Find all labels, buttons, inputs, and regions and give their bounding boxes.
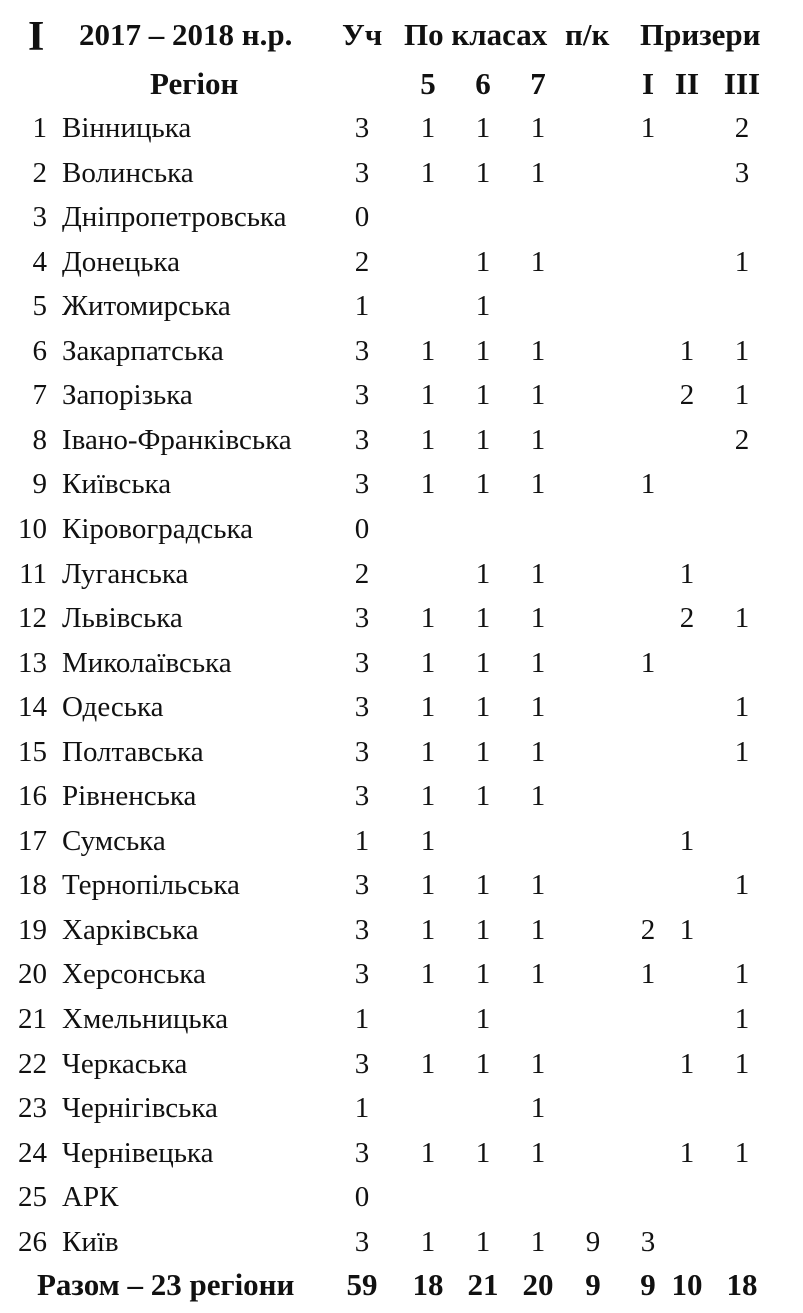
grade-7-count: 1 (530, 1137, 546, 1169)
participants: 2 (354, 558, 370, 590)
place-1-count: 3 (640, 1226, 656, 1258)
row-number: 23 (18, 1092, 47, 1124)
place-3-count: 1 (734, 736, 750, 768)
region-name: Львівська (62, 602, 183, 634)
grade-7-count: 1 (530, 647, 546, 679)
place-1-count: 1 (640, 468, 656, 500)
grade-6-count: 1 (475, 290, 491, 322)
place-2-count: 1 (679, 335, 695, 367)
place-1-header: I (641, 66, 655, 101)
participants: 1 (354, 1092, 370, 1124)
by-grade-header: По класах (404, 17, 548, 52)
totals-label: Разом – 23 регіони (37, 1267, 295, 1302)
participants: 3 (354, 958, 370, 990)
grade-6-count: 1 (475, 468, 491, 500)
place-3-header: III (723, 66, 761, 101)
place-2-count: 1 (679, 558, 695, 590)
place-3-count: 2 (734, 112, 750, 144)
participants: 3 (354, 869, 370, 901)
grade-5-count: 1 (420, 869, 436, 901)
region-name: Вінницька (62, 112, 192, 144)
grade-7-count: 1 (530, 602, 546, 634)
row-number: 2 (32, 157, 47, 189)
row-number: 10 (18, 513, 47, 545)
row-number: 5 (32, 290, 47, 322)
region-name: Рівненська (62, 780, 197, 812)
row-number: 3 (32, 201, 47, 233)
region-header: Регіон (150, 66, 239, 101)
grade-6-count: 1 (475, 1226, 491, 1258)
row-number: 14 (18, 691, 47, 723)
grade-6-count: 1 (475, 914, 491, 946)
section-numeral: I (28, 14, 45, 60)
participants: 3 (354, 112, 370, 144)
grade-5-count: 1 (420, 468, 436, 500)
place-1-count: 2 (640, 914, 656, 946)
participants: 1 (354, 290, 370, 322)
grade-5-count: 1 (420, 1226, 436, 1258)
participants: 2 (354, 246, 370, 278)
grade-6-count: 1 (475, 958, 491, 990)
participants: 3 (354, 1048, 370, 1080)
grade-6-count: 1 (475, 647, 491, 679)
grade-5-header: 5 (420, 66, 436, 101)
place-2-count: 1 (679, 914, 695, 946)
place-2-count: 2 (679, 602, 695, 634)
grade-6-count: 1 (475, 691, 491, 723)
participants: 3 (354, 691, 370, 723)
region-name: Хмельницька (62, 1003, 229, 1035)
participants: 3 (354, 780, 370, 812)
totals-place-1: 9 (640, 1267, 656, 1302)
participants: 3 (354, 736, 370, 768)
totals-grade-6: 21 (467, 1267, 499, 1302)
place-3-count: 1 (734, 602, 750, 634)
grade-7-header: 7 (530, 66, 546, 101)
row-number: 7 (32, 379, 47, 411)
participants: 1 (354, 1003, 370, 1035)
grade-6-count: 1 (475, 1003, 491, 1035)
place-3-count: 2 (734, 424, 750, 456)
region-name: Київська (62, 468, 172, 500)
totals-place-2: 10 (671, 1267, 703, 1302)
grade-7-count: 1 (530, 1092, 546, 1124)
pk-header: п/к (565, 17, 610, 52)
place-2-header: II (674, 66, 700, 101)
grade-7-count: 1 (530, 691, 546, 723)
participants: 3 (354, 468, 370, 500)
row-number: 26 (18, 1226, 47, 1258)
participants: 0 (354, 513, 370, 545)
grade-7-count: 1 (530, 1226, 546, 1258)
region-name: Чернівецька (62, 1137, 214, 1169)
grade-6-count: 1 (475, 424, 491, 456)
totals-place-3: 18 (726, 1267, 758, 1302)
row-number: 18 (18, 869, 47, 901)
participants: 3 (354, 602, 370, 634)
totals-grade-5: 18 (412, 1267, 444, 1302)
region-name: Херсонська (62, 958, 206, 990)
place-1-count: 1 (640, 112, 656, 144)
grade-5-count: 1 (420, 736, 436, 768)
participants: 3 (354, 1137, 370, 1169)
grade-5-count: 1 (420, 112, 436, 144)
grade-7-count: 1 (530, 112, 546, 144)
region-name: Чернігівська (62, 1092, 218, 1124)
participants-header: Уч (342, 17, 383, 52)
place-3-count: 1 (734, 691, 750, 723)
grade-5-count: 1 (420, 157, 436, 189)
grade-5-count: 1 (420, 1137, 436, 1169)
grade-7-count: 1 (530, 379, 546, 411)
region-name: Черкаська (62, 1048, 188, 1080)
grade-6-count: 1 (475, 246, 491, 278)
grade-7-count: 1 (530, 1048, 546, 1080)
participants: 1 (354, 825, 370, 857)
place-3-count: 1 (734, 958, 750, 990)
region-name: АРК (62, 1181, 119, 1213)
place-1-count: 1 (640, 958, 656, 990)
participants: 3 (354, 647, 370, 679)
place-2-count: 1 (679, 1137, 695, 1169)
row-number: 12 (18, 602, 47, 634)
pk-count: 9 (585, 1226, 601, 1258)
region-name: Івано-Франківська (62, 424, 292, 456)
grade-6-count: 1 (475, 602, 491, 634)
row-number: 15 (18, 736, 47, 768)
place-3-count: 1 (734, 379, 750, 411)
participants: 0 (354, 201, 370, 233)
row-number: 24 (18, 1137, 47, 1169)
region-name: Донецька (62, 246, 180, 278)
grade-5-count: 1 (420, 647, 436, 679)
region-name: Тернопільська (62, 869, 240, 901)
participants: 3 (354, 335, 370, 367)
grade-6-count: 1 (475, 869, 491, 901)
region-name: Запорізька (62, 379, 193, 411)
grade-7-count: 1 (530, 424, 546, 456)
region-name: Київ (62, 1226, 119, 1258)
region-name: Сумська (62, 825, 166, 857)
grade-6-count: 1 (475, 335, 491, 367)
grade-5-count: 1 (420, 691, 436, 723)
participants: 3 (354, 1226, 370, 1258)
grade-6-count: 1 (475, 112, 491, 144)
totals-pk: 9 (585, 1267, 601, 1302)
region-name: Житомирська (62, 290, 231, 322)
grade-7-count: 1 (530, 335, 546, 367)
grade-5-count: 1 (420, 825, 436, 857)
grade-5-count: 1 (420, 379, 436, 411)
region-name: Миколаївська (62, 647, 232, 679)
grade-5-count: 1 (420, 335, 436, 367)
row-number: 21 (18, 1003, 47, 1035)
row-number: 16 (18, 780, 47, 812)
winners-header: Призери (640, 17, 761, 52)
grade-7-count: 1 (530, 869, 546, 901)
region-name: Закарпатська (62, 335, 224, 367)
region-name: Волинська (62, 157, 194, 189)
grade-7-count: 1 (530, 958, 546, 990)
place-2-count: 1 (679, 825, 695, 857)
row-number: 8 (32, 424, 47, 456)
place-2-count: 1 (679, 1048, 695, 1080)
place-3-count: 1 (734, 246, 750, 278)
grade-5-count: 1 (420, 780, 436, 812)
participants: 3 (354, 157, 370, 189)
totals-grade-7: 20 (522, 1267, 554, 1302)
place-1-count: 1 (640, 647, 656, 679)
place-3-count: 1 (734, 335, 750, 367)
grade-7-count: 1 (530, 157, 546, 189)
grade-6-count: 1 (475, 780, 491, 812)
place-3-count: 3 (734, 157, 750, 189)
row-number: 20 (18, 958, 47, 990)
region-name: Одеська (62, 691, 164, 723)
row-number: 22 (18, 1048, 47, 1080)
grade-7-count: 1 (530, 736, 546, 768)
grade-5-count: 1 (420, 958, 436, 990)
region-name: Кіровоградська (62, 513, 254, 545)
place-3-count: 1 (734, 869, 750, 901)
grade-6-count: 1 (475, 736, 491, 768)
grade-7-count: 1 (530, 558, 546, 590)
grade-5-count: 1 (420, 602, 436, 634)
row-number: 4 (32, 246, 47, 278)
row-number: 13 (18, 647, 47, 679)
participants: 3 (354, 379, 370, 411)
row-number: 6 (32, 335, 47, 367)
region-name: Харківська (62, 914, 199, 946)
grade-6-count: 1 (475, 157, 491, 189)
grade-5-count: 1 (420, 914, 436, 946)
grade-7-count: 1 (530, 246, 546, 278)
school-year: 2017 – 2018 н.р. (79, 17, 293, 52)
row-number: 25 (18, 1181, 47, 1213)
grade-5-count: 1 (420, 1048, 436, 1080)
grade-7-count: 1 (530, 780, 546, 812)
place-2-count: 2 (679, 379, 695, 411)
row-number: 9 (32, 468, 47, 500)
grade-6-count: 1 (475, 558, 491, 590)
row-number: 1 (32, 112, 47, 144)
participants: 3 (354, 914, 370, 946)
grade-5-count: 1 (420, 424, 436, 456)
region-name: Дніпропетровська (62, 201, 287, 233)
place-3-count: 1 (734, 1137, 750, 1169)
grade-7-count: 1 (530, 914, 546, 946)
row-number: 17 (18, 825, 47, 857)
grade-6-count: 1 (475, 1048, 491, 1080)
region-name: Луганська (62, 558, 189, 590)
region-name: Полтавська (62, 736, 204, 768)
place-3-count: 1 (734, 1003, 750, 1035)
place-3-count: 1 (734, 1048, 750, 1080)
grade-6-header: 6 (475, 66, 491, 101)
totals-participants: 59 (346, 1267, 378, 1302)
row-number: 11 (19, 558, 47, 590)
grade-6-count: 1 (475, 1137, 491, 1169)
grade-7-count: 1 (530, 468, 546, 500)
grade-6-count: 1 (475, 379, 491, 411)
participants: 0 (354, 1181, 370, 1213)
participants: 3 (354, 424, 370, 456)
row-number: 19 (18, 914, 47, 946)
